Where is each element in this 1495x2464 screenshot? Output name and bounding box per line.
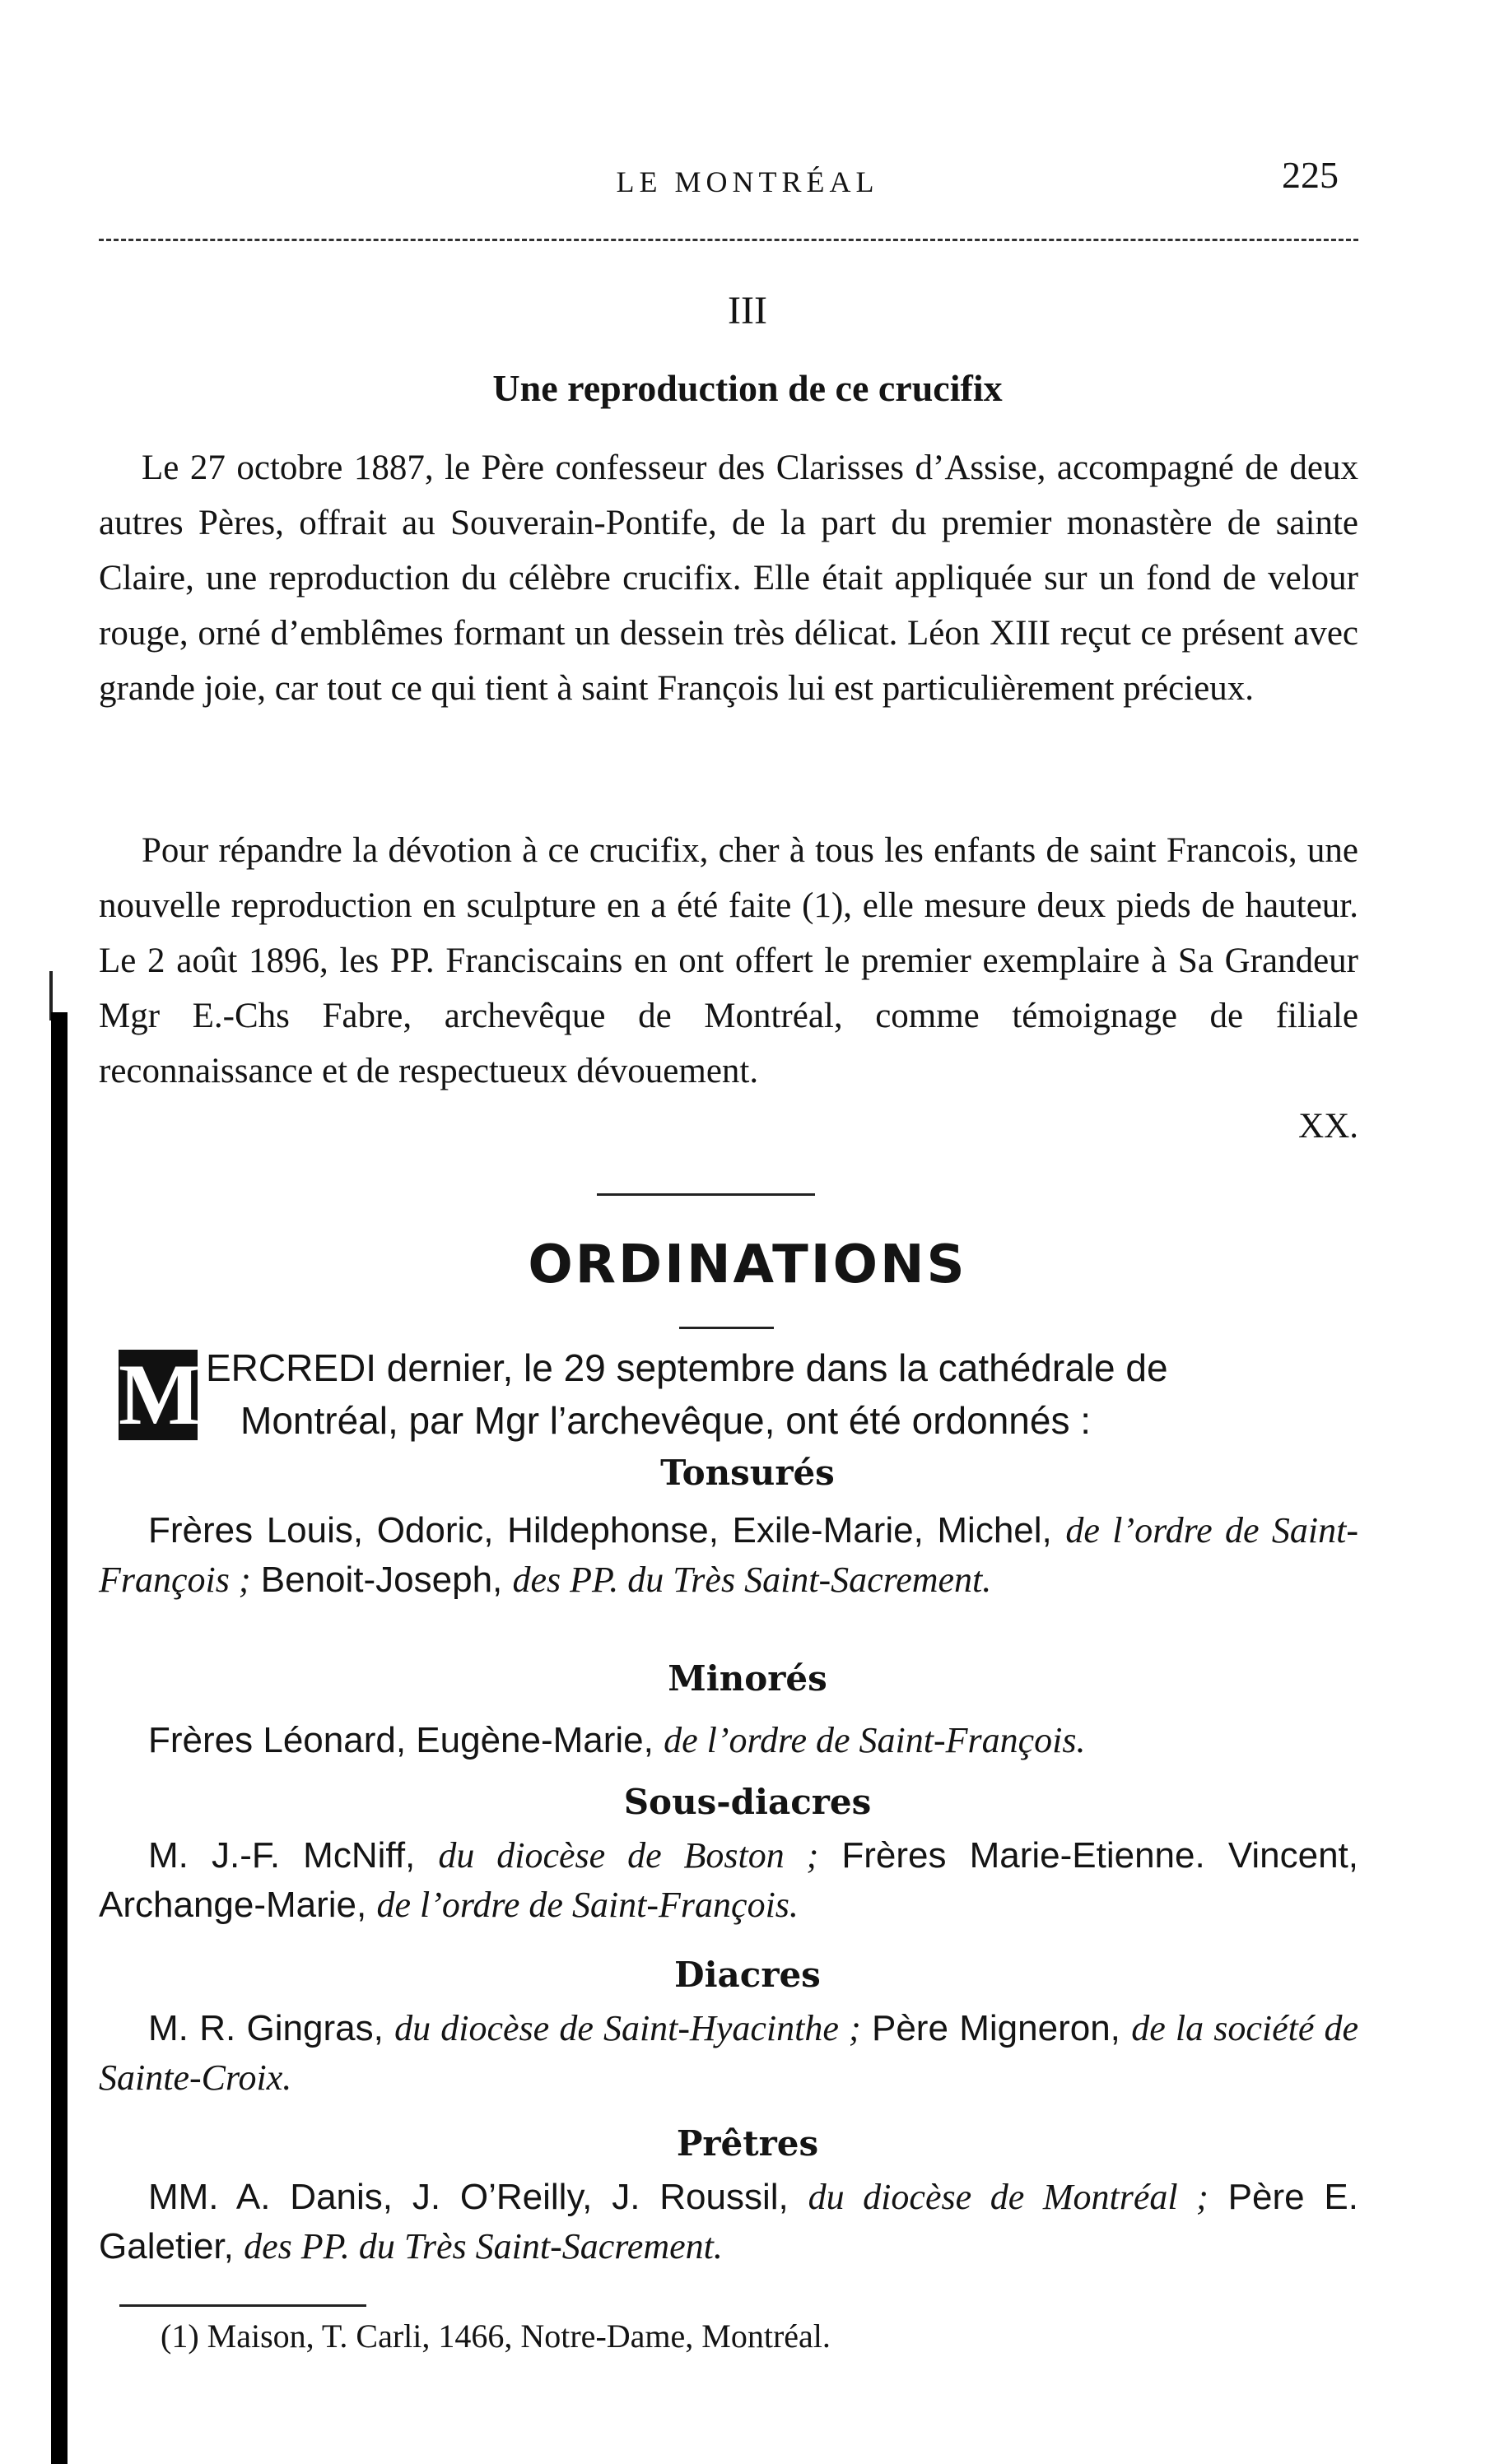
list-minores: [99, 1716, 1358, 1765]
names: Frères Louis, Odoric, Hildephonse, Exile-Marie, Michel,: [148, 1510, 1052, 1550]
list-tonsures: [99, 1506, 1358, 1605]
signature: XX.: [1298, 1107, 1358, 1146]
names: M. J.-F. McNiff,: [148, 1835, 416, 1876]
heading-pretres: Prêtres: [676, 2123, 819, 2164]
order-text: du diocèse de Saint-Hyacinthe ;: [394, 2008, 861, 2048]
order-text: des PP. du Très Saint-Sacrement.: [244, 2226, 723, 2266]
names: Frères Marie-Etienne. Vincent, Archange-Marie,: [99, 1835, 1359, 1925]
heading-minores: Minorés: [668, 1658, 827, 1699]
title-underline: [679, 1327, 774, 1329]
heading-tonsures: Tonsurés: [660, 1453, 835, 1493]
names: Père E. Galetier,: [99, 2177, 1359, 2266]
section-number: III: [728, 289, 767, 332]
intro-line-2: Montréal, par Mgr l’archevêque, ont été ordonnés :: [240, 1399, 1092, 1442]
names: MM. A. Danis, J. O’Reilly, J. Roussil,: [148, 2177, 789, 2217]
order-text: de l’ordre de Saint-François.: [376, 1885, 799, 1925]
order-text: du diocèse de Montréal ;: [808, 2177, 1209, 2217]
list-pretres: [99, 2173, 1358, 2271]
dropcap-letter: M: [119, 1346, 202, 1443]
names: Benoit-Joseph,: [260, 1560, 503, 1600]
names: M. R. Gingras,: [148, 2008, 384, 2048]
paragraph-text: Le 27 octobre 1887, le Père confesseur des Clarisses d’Assise, accompagné de deux autres Pères, offrait au Souverain-Pontife, de la part du premier monastère de sainte Claire, une reproduction du célèbre crucifix. Elle était appliquée sur un fond de velour rouge, orné d’emblêmes formant un dessein très délicat. Léon XIII reçut ce présent avec grande joie, car tout ce qui tient à saint François lui est particulièrement précieux.: [99, 449, 1358, 708]
section-title: Une reproduction de ce crucifix: [492, 367, 1003, 409]
header-rule: [99, 239, 1358, 241]
paragraph-crucifix-2: [99, 823, 1358, 1154]
paragraph-text: Pour répandre la dévotion à ce crucifix, cher à tous les enfants de saint Francois, une nouvelle reproduction en sculpture en a été faite (1), elle mesure deux pieds de hauteur. Le 2 août 1896, les PP. Franciscains en ont offert le premier exemplaire à Sa Grandeur Mgr E.-Chs Fabre, archevêque de Montréal, comme témoignage de filiale reconnaissance et de respectueux dévouement.: [99, 831, 1358, 1090]
list-diacres: [99, 2004, 1358, 2103]
heading-sous-diacres: Sous-diacres: [623, 1782, 872, 1822]
order-text: de l’ordre de Saint-François ;: [99, 1510, 1358, 1600]
order-text: du diocèse de Boston ;: [438, 1835, 819, 1876]
footnote: (1) Maison, T. Carli, 1466, Notre-Dame, Montréal.: [161, 2318, 831, 2355]
order-text: des PP. du Très Saint-Sacrement.: [512, 1560, 992, 1600]
order-text: de la société de Sainte-Croix.: [99, 2008, 1359, 2098]
page-number: 225: [1282, 154, 1339, 196]
intro-line-1: ERCREDI dernier, le 29 septembre dans la cathédrale de: [206, 1346, 1168, 1389]
ordinations-intro: [206, 1341, 1358, 1447]
binding-shadow: [51, 1012, 68, 2464]
paragraph-crucifix-1: [99, 440, 1358, 716]
footnote-rule: [119, 2304, 366, 2307]
names: Père Migneron,: [871, 2008, 1120, 2048]
order-text: de l’ordre de Saint-François.: [664, 1720, 1086, 1760]
list-sous-diacres: [99, 1831, 1358, 1930]
running-title: LE MONTRÉAL: [616, 165, 879, 198]
ordinations-title: ORDINATIONS: [528, 1234, 967, 1295]
heading-diacres: Diacres: [674, 1955, 821, 1995]
names: Frères Léonard, Eugène-Marie,: [148, 1720, 654, 1760]
section-divider: [597, 1193, 815, 1196]
